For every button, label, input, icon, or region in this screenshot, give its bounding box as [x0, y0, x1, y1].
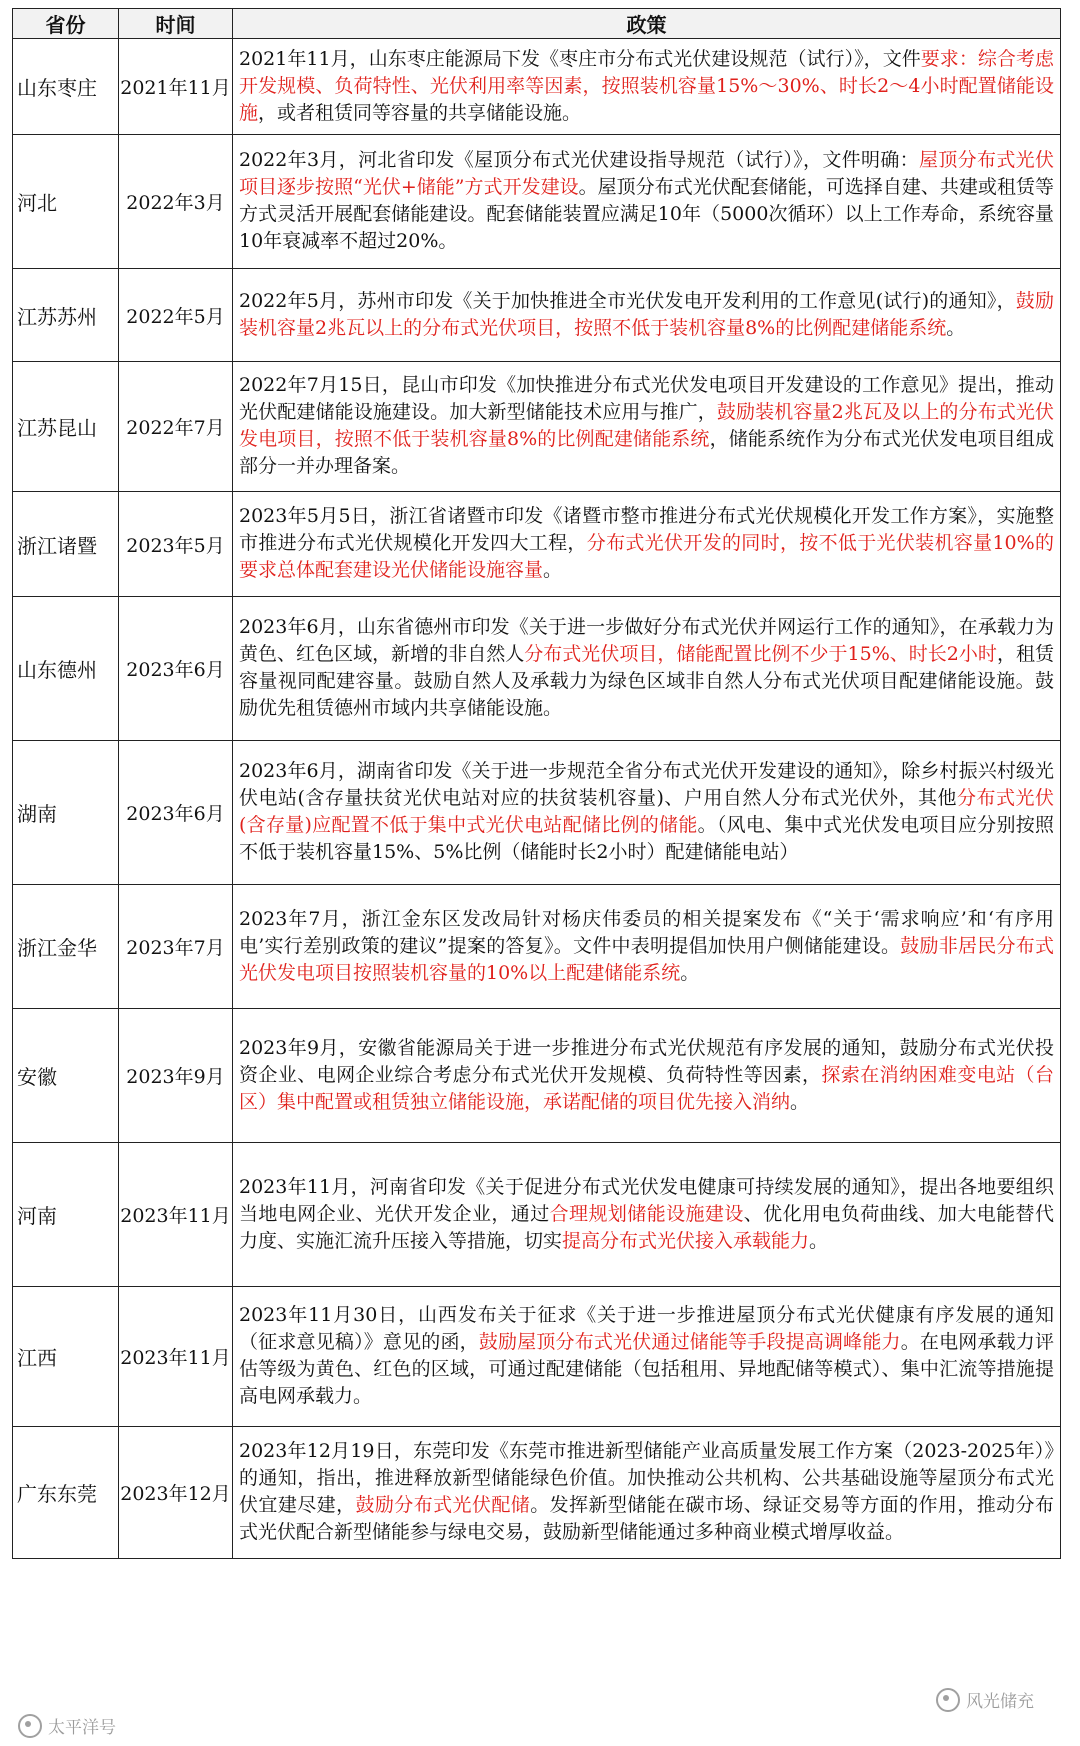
watermark-right — [936, 1687, 1034, 1712]
table-row — [13, 1427, 1061, 1559]
policy-text: ，储能系统作为分布式光伏发电项目组成部分一并办理备案。 — [239, 428, 1054, 477]
policy-cell — [233, 269, 1061, 362]
policy-highlight: 屋顶分布式光伏项目逐步按照“光伏+储能”方式开发建设 — [239, 149, 1054, 198]
province-cell: 安徽 — [13, 1009, 119, 1143]
policy-text: 。 — [790, 1090, 810, 1113]
policy-cell — [233, 885, 1061, 1009]
table-row — [13, 39, 1061, 135]
policy-cell — [233, 39, 1061, 135]
policy-text: 。发挥新型储能在碳市场、绿证交易等方面的作用，推动分布式光伏配合新型储能参与绿电交易，鼓励新型储能通过多种商业模式增厚收益。 — [239, 1494, 1054, 1543]
policy-highlight: 鼓励分布式光伏配储 — [355, 1494, 531, 1516]
policy-cell — [233, 741, 1061, 885]
policy-cell — [233, 1143, 1061, 1287]
time-cell: 2023年5月 — [119, 492, 233, 597]
policy-highlight: 探索在消纳困难变电站（台区）集中配置或租赁独立储能设施，承诺配储的项目优先接入消纳 — [239, 1063, 1054, 1113]
table-row — [13, 1143, 1061, 1287]
policy-cell — [233, 492, 1061, 597]
policy-highlight: 分布式光伏项目，储能配置比例不少于15%、时长2小时 — [524, 643, 997, 665]
table-row — [13, 135, 1061, 269]
policy-text: 。屋顶分布式光伏配套储能，可选择自建、共建或租赁等方式灵活开展配套储能建设。配套储能装置应满足10年（5000次循环）以上工作寿命，系统容量10年衰减率不超过20%。 — [239, 176, 1054, 252]
logo-icon — [18, 1714, 42, 1738]
policy-text: 。 — [946, 316, 966, 339]
policy-cell — [233, 1009, 1061, 1143]
policy-text: ，或者租赁同等容量的共享储能设施。 — [258, 101, 582, 124]
policy-highlight: 要求：综合考虑开发规模、负荷特性、光伏利用率等因素，按照装机容量15%～30%、时长2～4小时配置储能设施 — [239, 47, 1054, 124]
header-province: 省份 — [13, 9, 119, 39]
policy-highlight: 合理规划储能设施建设 — [549, 1202, 744, 1225]
policy-highlight: 分布式光伏开发的同时，按不低于光伏装机容量10%的要求总体配套建设光伏储能设施容量 — [239, 532, 1054, 581]
watermark-left-text: 太平洋号 — [48, 1718, 116, 1738]
policy-cell — [233, 362, 1061, 492]
table-row — [13, 362, 1061, 492]
table-row — [13, 1009, 1061, 1143]
watermark-left — [18, 1713, 116, 1738]
time-cell: 2023年6月 — [119, 741, 233, 885]
policy-cell — [233, 1287, 1061, 1427]
policy-text: 2023年6月，山东省德州市印发《关于进一步做好分布式光伏并网运行工作的通知》，在承载力为黄色、红色区域，新增的非自然人 — [239, 616, 1054, 665]
time-cell: 2023年11月 — [119, 1287, 233, 1427]
header-row — [13, 9, 1061, 39]
province-cell: 河北 — [13, 135, 119, 269]
province-cell: 江苏苏州 — [13, 269, 119, 362]
policy-highlight: 鼓励装机容量2兆瓦以上的分布式光伏项目，按照不低于装机容量8%的比例配建储能系统 — [239, 289, 1054, 339]
province-cell: 江苏昆山 — [13, 362, 119, 492]
wechat-icon — [936, 1688, 960, 1712]
time-cell: 2023年11月 — [119, 1143, 233, 1287]
policy-highlight: 提高分布式光伏接入承载能力 — [562, 1229, 810, 1252]
time-cell: 2021年11月 — [119, 39, 233, 135]
table-row — [13, 492, 1061, 597]
province-cell: 湖南 — [13, 741, 119, 885]
table-row — [13, 741, 1061, 885]
policy-text: 。 — [809, 1229, 829, 1252]
policy-text: 2023年7月，浙江金东区发改局针对杨庆伟委员的相关提案发布《“关于‘需求响应’和‘有序用电’实行差别政策的建议”提案的答复》。文件中表明提倡加快用户侧储能建设。 — [239, 907, 1054, 957]
policy-text: 2023年11月，河南省印发《关于促进分布式光伏发电健康可持续发展的通知》，提出各地要组织当地电网企业、光伏开发企业，通过 — [239, 1175, 1054, 1225]
province-cell: 广东东莞 — [13, 1427, 119, 1559]
policy-text: 2023年6月，湖南省印发《关于进一步规范全省分布式光伏开发建设的通知》，除乡村振兴村级光伏电站(含存量扶贫光伏电站对应的扶贫装机容量)、户用自然人分布式光伏外，其他 — [239, 760, 1054, 809]
policy-text: 2023年12月19日，东莞印发《东莞市推进新型储能产业高质量发展工作方案（2023-2025年）》的通知，指出，推进释放新型储能绿色价值。加快推动公共机构、公共基础设施等屋顶分布式光伏宜建尽建， — [239, 1440, 1054, 1516]
policy-text: 2023年5月5日，浙江省诸暨市印发《诸暨市整市推进分布式光伏规模化开发工作方案》，实施整市推进分布式光伏规模化开发四大工程， — [239, 505, 1054, 554]
policy-cell — [233, 597, 1061, 741]
policy-text: ，租赁容量视同配建容量。鼓励自然人及承载力为绿色区域非自然人分布式光伏项目配建储能设施。鼓励优先租赁德州市域内共享储能设施。 — [239, 643, 1054, 719]
policy-highlight: 分布式光伏(含存量)应配置不低于集中式光伏电站配储比例的储能 — [239, 787, 1054, 836]
policy-highlight: 鼓励屋顶分布式光伏通过储能等手段提高调峰能力 — [478, 1331, 901, 1353]
province-cell: 浙江诸暨 — [13, 492, 119, 597]
time-cell: 2022年7月 — [119, 362, 233, 492]
province-cell: 山东德州 — [13, 597, 119, 741]
policy-highlight: 鼓励非居民分布式光伏发电项目按照装机容量的10%以上配建储能系统 — [239, 934, 1054, 984]
header-time: 时间 — [119, 9, 233, 39]
time-cell: 2023年6月 — [119, 597, 233, 741]
table-row — [13, 1287, 1061, 1427]
table-row — [13, 885, 1061, 1009]
header-policy: 政策 — [233, 9, 1061, 39]
policy-text: 。 — [680, 961, 700, 984]
province-cell: 河南 — [13, 1143, 119, 1287]
policy-text: 、优化用电负荷曲线、加大电能替代力度、实施汇流升压接入等措施，切实 — [239, 1202, 1054, 1252]
policy-table — [12, 8, 1061, 1559]
province-cell: 江西 — [13, 1287, 119, 1427]
policy-text: 2022年7月15日，昆山市印发《加快推进分布式光伏发电项目开发建设的工作意见》提出，推动光伏配建储能设施建设。加大新型储能技术应用与推广， — [239, 374, 1054, 423]
table-row — [13, 597, 1061, 741]
policy-text: 。（风电、集中式光伏发电项目应分别按照不低于装机容量15%、5%比例（储能时长2小时）配建储能电站） — [239, 814, 1054, 863]
policy-cell — [233, 1427, 1061, 1559]
table-row — [13, 269, 1061, 362]
watermark-right-text: 风光储充 — [966, 1692, 1034, 1712]
time-cell: 2022年3月 — [119, 135, 233, 269]
time-cell: 2023年7月 — [119, 885, 233, 1009]
time-cell: 2022年5月 — [119, 269, 233, 362]
policy-text: 。 — [543, 559, 563, 581]
province-cell: 山东枣庄 — [13, 39, 119, 135]
time-cell: 2023年12月 — [119, 1427, 233, 1559]
policy-highlight: 鼓励装机容量2兆瓦及以上的分布式光伏发电项目，按照不低于装机容量8%的比例配建储能系统 — [239, 401, 1054, 450]
policy-text: 2023年9月，安徽省能源局关于进一步推进分布式光伏规范有序发展的通知，鼓励分布式光伏投资企业、电网企业综合考虑分布式光伏开发规模、负荷特性等因素， — [239, 1036, 1054, 1086]
policy-text: 2021年11月，山东枣庄能源局下发《枣庄市分布式光伏建设规范（试行）》，文件 — [239, 47, 921, 70]
policy-text: 2022年3月，河北省印发《屋顶分布式光伏建设指导规范（试行）》，文件明确： — [239, 149, 919, 171]
time-cell: 2023年9月 — [119, 1009, 233, 1143]
policy-text: 2022年5月，苏州市印发《关于加快推进全市光伏发电开发利用的工作意见(试行)的通知》， — [239, 289, 1016, 312]
province-cell: 浙江金华 — [13, 885, 119, 1009]
policy-text: 。在电网承载力评估等级为黄色、红色的区域，可通过配建储能（包括租用、异地配储等模式）、集中汇流等措施提高电网承载力。 — [239, 1331, 1054, 1407]
policy-text: 2023年11月30日，山西发布关于征求《关于进一步推进屋顶分布式光伏健康有序发展的通知（征求意见稿）》意见的函， — [239, 1304, 1054, 1353]
policy-cell — [233, 135, 1061, 269]
